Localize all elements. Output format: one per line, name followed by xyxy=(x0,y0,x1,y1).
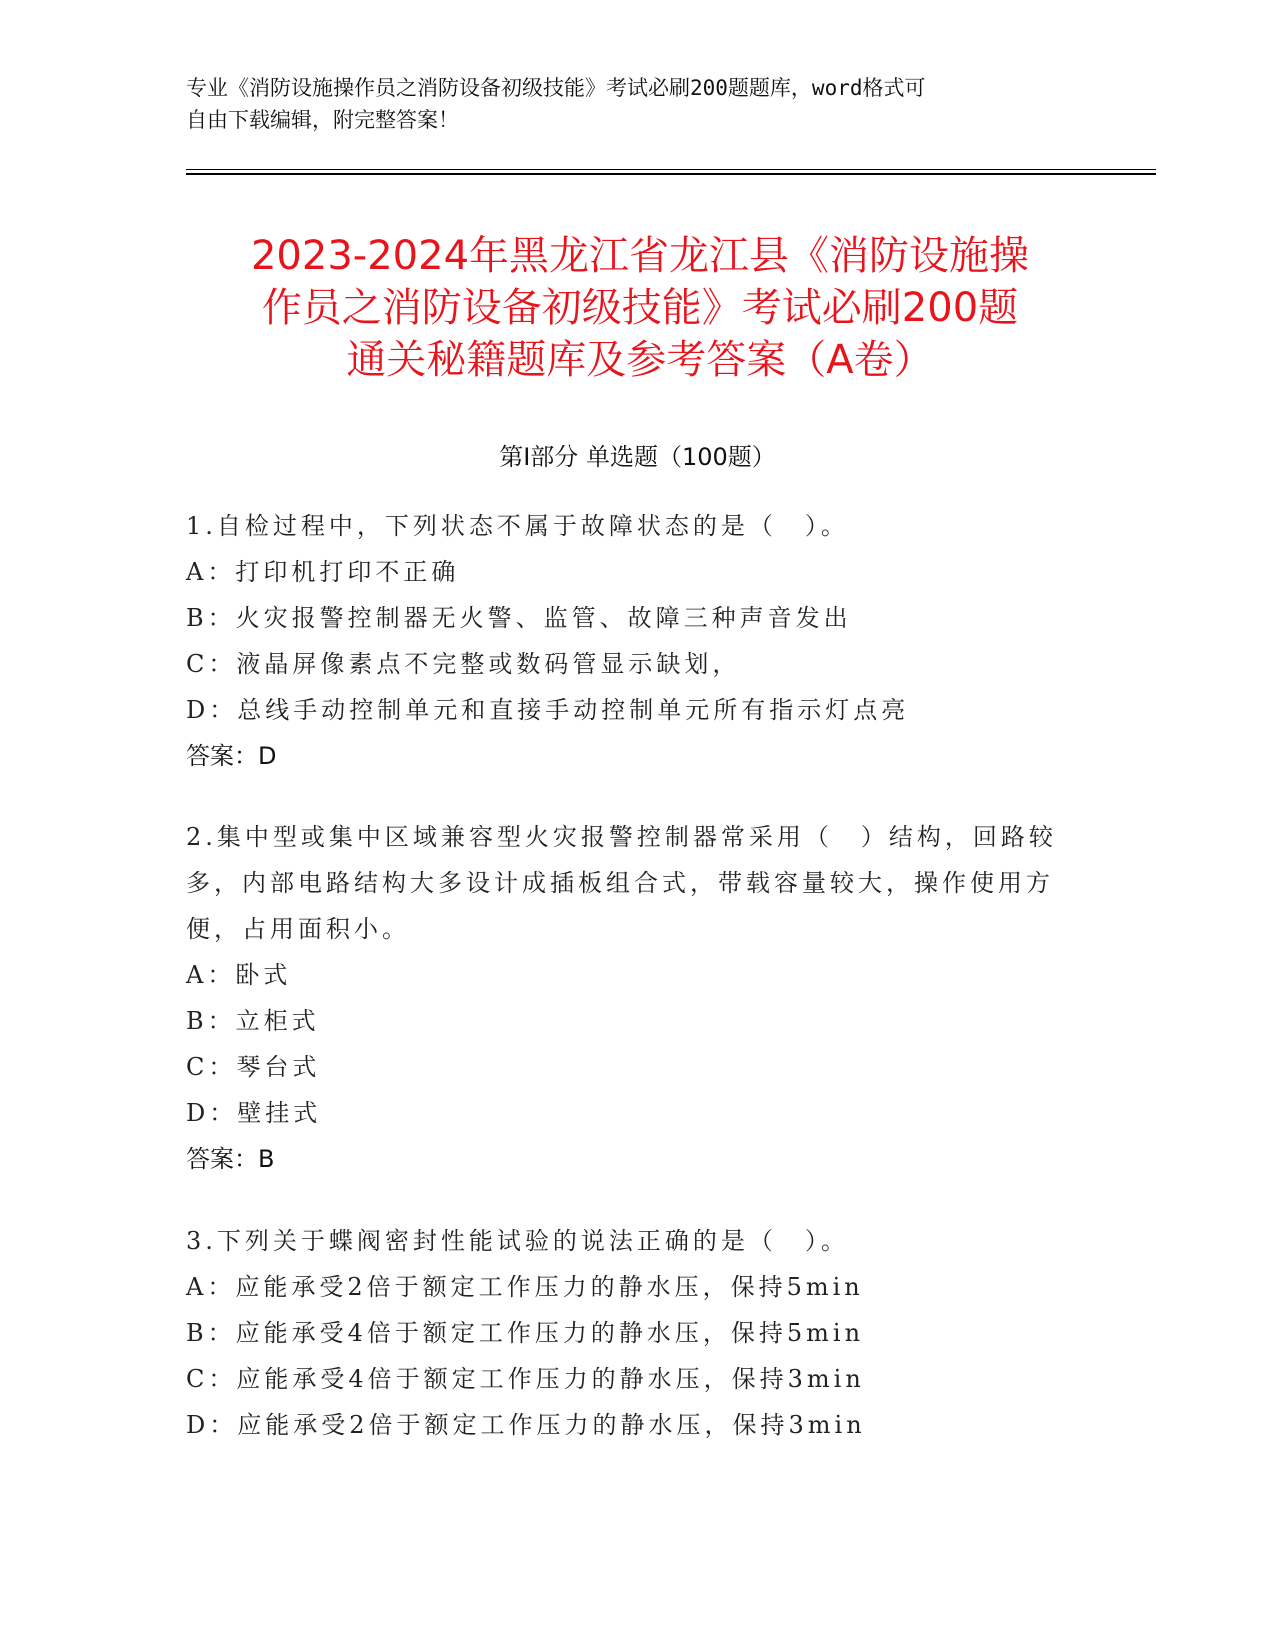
question-3 xyxy=(186,1218,1066,1448)
option-c: C：液晶屏像素点不完整或数码管显示缺划， xyxy=(186,650,741,678)
option-d: D：应能承受2倍于额定工作压力的静水压，保持3min xyxy=(186,1411,866,1439)
title-line: 作员之消防设备初级技能》考试必刷200题 xyxy=(261,285,1019,331)
header-note-line: 自由下载编辑，附完整答案！ xyxy=(186,108,459,132)
header-note xyxy=(186,72,1086,136)
option-c: C：应能承受4倍于额定工作压力的静水压，保持3min xyxy=(186,1365,865,1393)
option-d: D：总线手动控制单元和直接手动控制单元所有指示灯点亮 xyxy=(186,696,910,724)
option-a: A：应能承受2倍于额定工作压力的静水压，保持5min xyxy=(186,1273,864,1301)
header-rule-thin xyxy=(186,169,1156,170)
section-heading: 第Ⅰ部分 单选题（100题） xyxy=(499,443,776,471)
option-a: A：打印机打印不正确 xyxy=(186,558,460,586)
question-2 xyxy=(186,814,1066,1182)
option-b: B：应能承受4倍于额定工作压力的静水压，保持5min xyxy=(186,1319,865,1347)
question-1 xyxy=(186,503,1066,779)
title-line: 通关秘籍题库及参考答案（A卷） xyxy=(346,337,934,383)
answer: 答案：B xyxy=(186,1145,275,1173)
header-rule-thick xyxy=(186,173,1156,175)
question-stem: 3.下列关于蝶阀密封性能试验的说法正确的是（ ）。 xyxy=(186,1227,849,1255)
option-d: D：壁挂式 xyxy=(186,1099,322,1127)
option-a: A：卧式 xyxy=(186,961,292,989)
question-stem: 1.自检过程中，下列状态不属于故障状态的是（ ）。 xyxy=(186,512,849,540)
answer: 答案：D xyxy=(186,742,277,770)
title-line: 2023-2024年黑龙江省龙江县《消防设施操 xyxy=(250,233,1030,279)
document-title xyxy=(140,230,1140,386)
option-b: B：立柜式 xyxy=(186,1007,320,1035)
header-note-line: 专业《消防设施操作员之消防设备初级技能》考试必刷200题题库，word格式可 xyxy=(186,76,926,100)
question-stem: 2.集中型或集中区域兼容型火灾报警控制器常采用（ ）结构，回路较多，内部电路结构大多设计成插板组合式，带载容量较大，操作使用方便，占用面积小。 xyxy=(186,823,1057,943)
option-b: B：火灾报警控制器无火警、监管、故障三种声音发出 xyxy=(186,604,852,632)
option-c: C：琴台式 xyxy=(186,1053,321,1081)
